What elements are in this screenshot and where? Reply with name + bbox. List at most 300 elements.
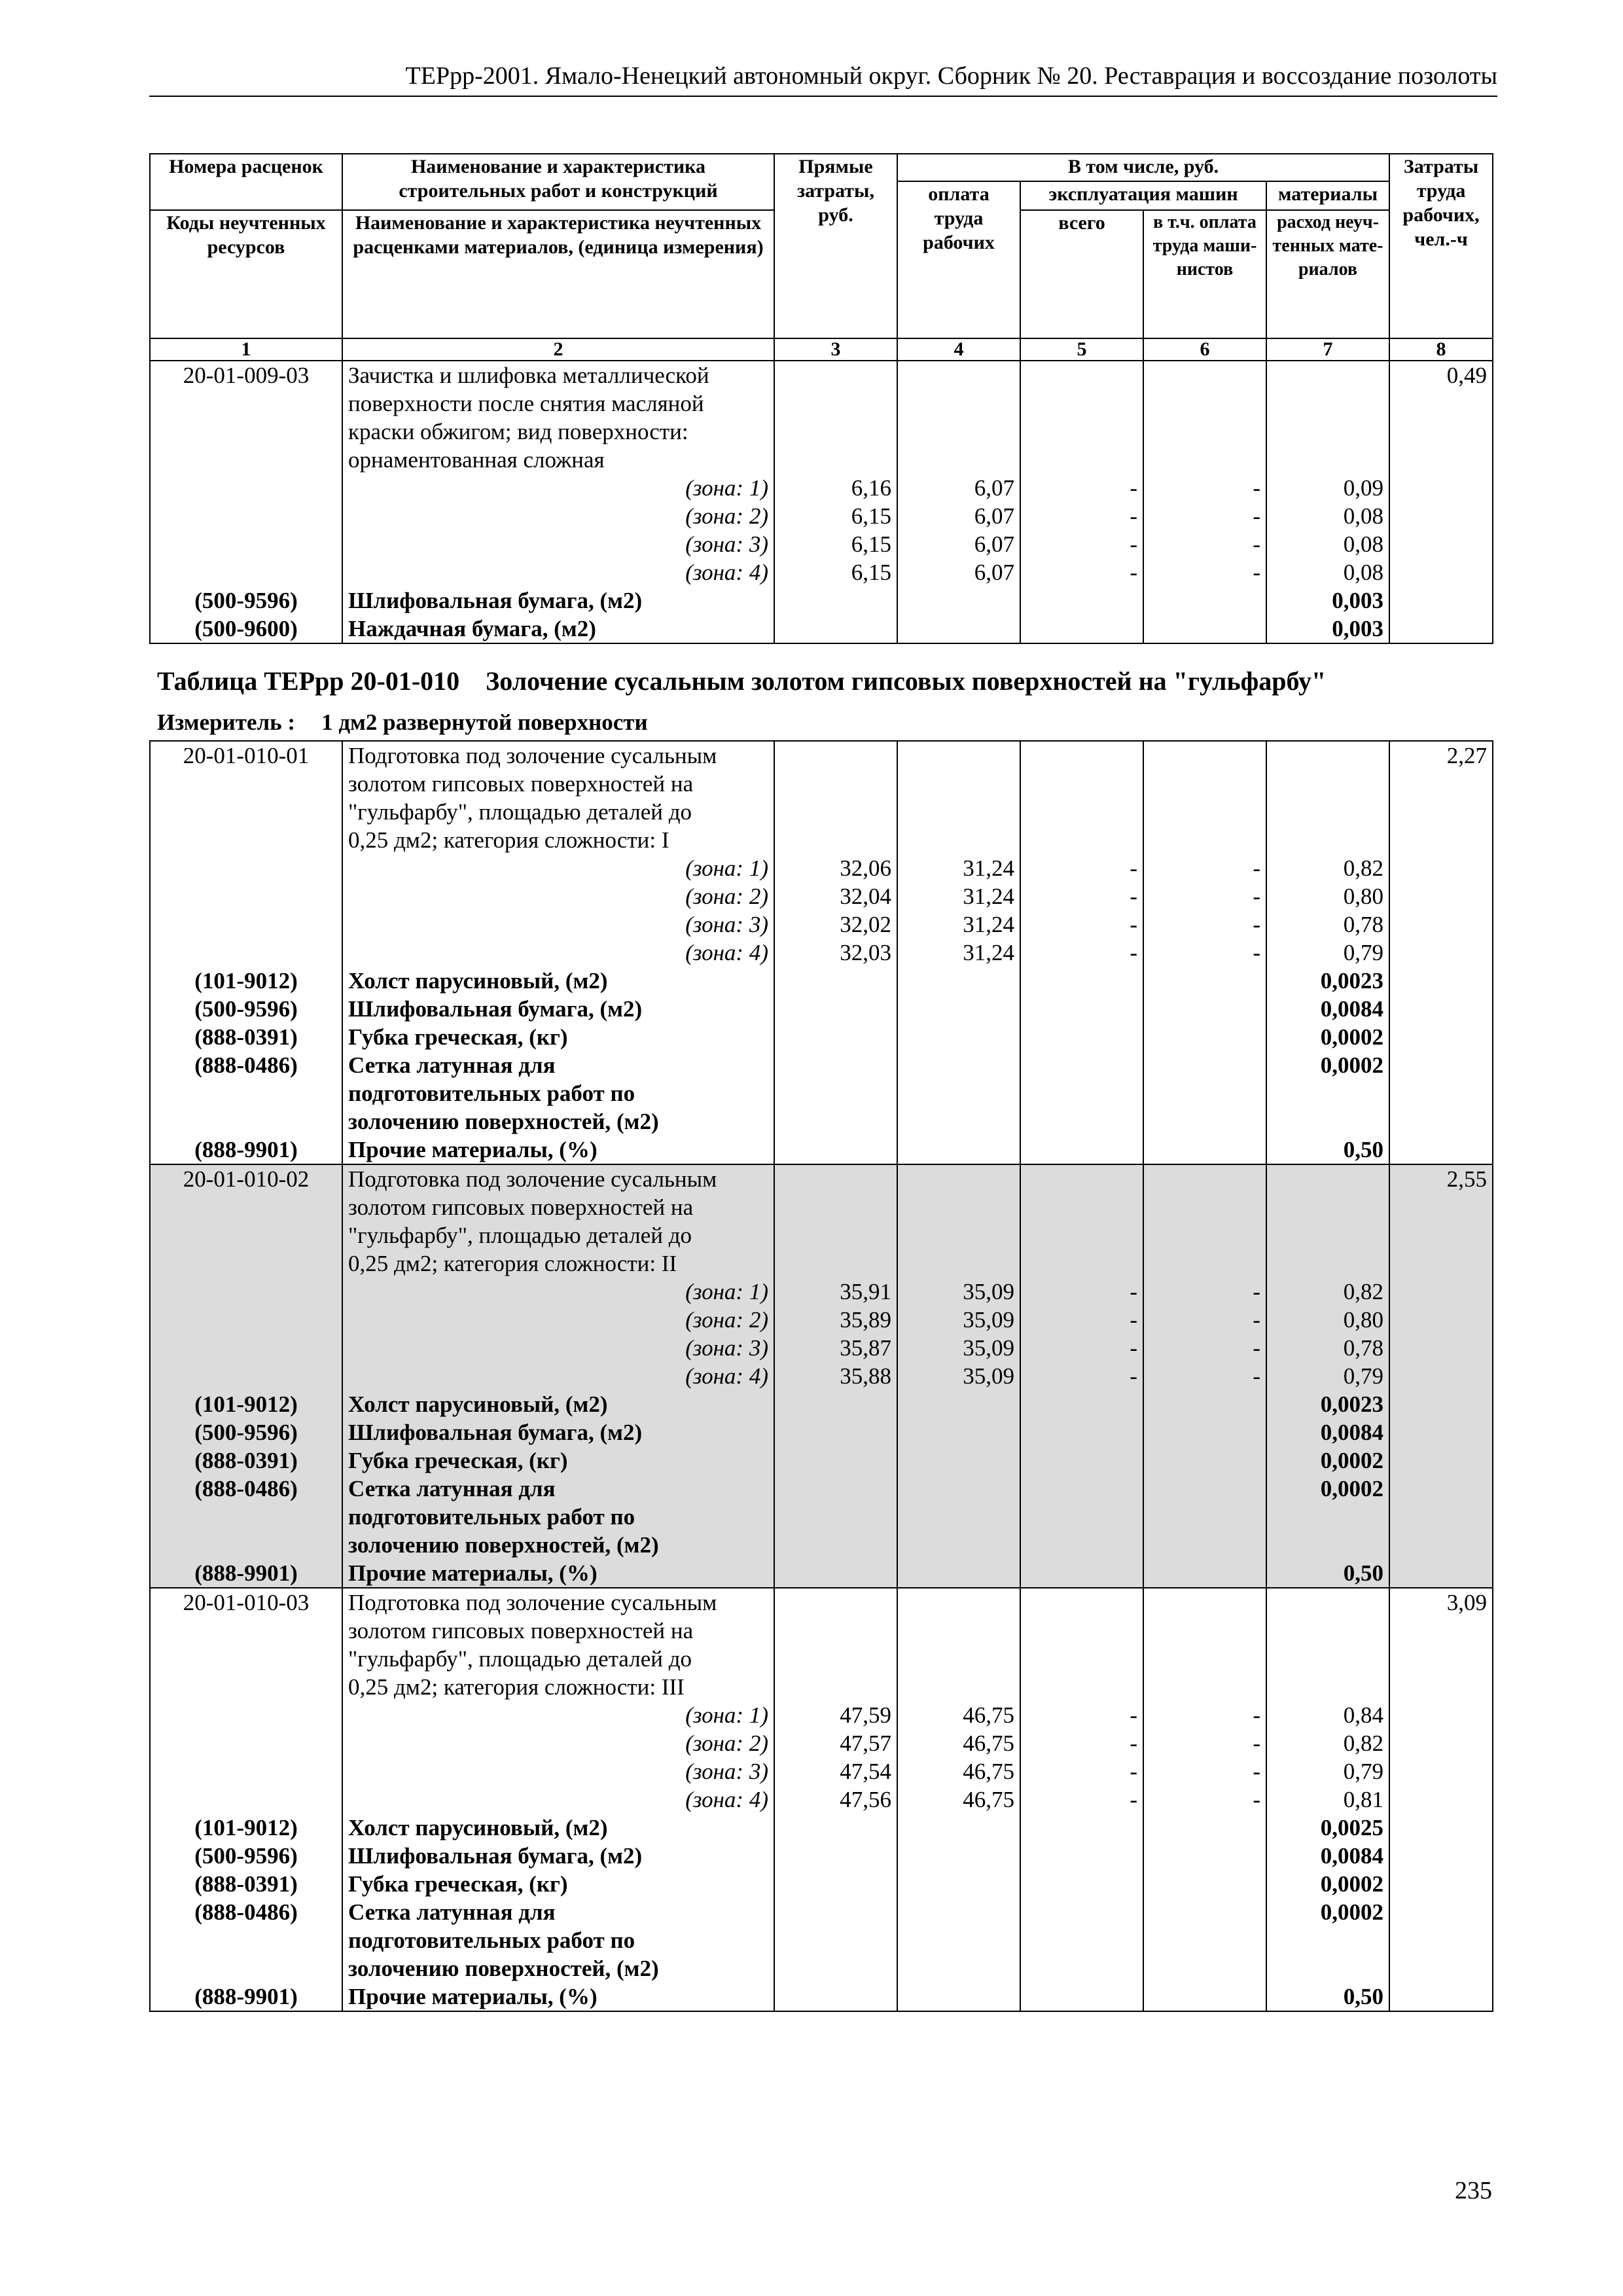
col-number: 8 <box>1389 338 1493 361</box>
direct-cost <box>774 1023 897 1051</box>
zone-label: (зона: 3) <box>342 910 774 939</box>
resource-code: (500-9600) <box>150 615 342 643</box>
resource-quantity: 0,0084 <box>1266 1842 1389 1870</box>
worker-pay <box>897 361 1020 389</box>
labor-cost <box>1389 1136 1493 1164</box>
labor-cost <box>1389 854 1493 882</box>
operator-pay <box>1143 1051 1266 1079</box>
labor-cost <box>1389 995 1493 1023</box>
resource-code: (888-0391) <box>150 1446 342 1475</box>
operator-pay <box>1143 770 1266 798</box>
labor-cost <box>1389 1278 1493 1306</box>
machines-total <box>1020 1842 1143 1870</box>
resource-code <box>150 1926 342 1954</box>
worker-pay <box>897 1475 1020 1503</box>
resource-name: подготовительных работ по <box>342 1079 774 1107</box>
operator-pay <box>1143 1136 1266 1164</box>
table-title <box>157 665 1326 698</box>
zone-row <box>150 474 1493 502</box>
direct-cost <box>774 1221 897 1249</box>
resource-row <box>150 1079 1493 1107</box>
resource-quantity: 0,0023 <box>1266 1390 1389 1418</box>
description-row <box>150 798 1493 826</box>
machines-total <box>1020 770 1143 798</box>
resource-code: (500-9596) <box>150 586 342 615</box>
direct-cost <box>774 1107 897 1136</box>
machines-total <box>1020 1475 1143 1503</box>
work-description-line: "гульфарбу", площадью деталей до <box>342 1645 774 1673</box>
labor-cost <box>1389 1645 1493 1673</box>
machines-total <box>1020 1249 1143 1278</box>
labor-cost <box>1389 558 1493 586</box>
materials-cost <box>1266 1617 1389 1645</box>
machines-total: - <box>1020 1362 1143 1390</box>
direct-cost <box>774 770 897 798</box>
col-machines-total: всего <box>1020 210 1143 338</box>
machines-total <box>1020 1079 1143 1107</box>
resource-name: золочению поверхностей, (м2) <box>342 1954 774 1982</box>
direct-cost <box>774 1870 897 1898</box>
materials-cost: 0,82 <box>1266 1278 1389 1306</box>
machines-total <box>1020 1870 1143 1898</box>
rate-entry <box>150 361 1493 643</box>
labor-cost <box>1389 615 1493 643</box>
col-labor-costs: Затраты труда рабочих, чел.-ч <box>1389 154 1493 338</box>
zone-code-cell <box>150 1729 342 1757</box>
direct-cost <box>774 995 897 1023</box>
materials-cost: 0,09 <box>1266 474 1389 502</box>
rate-entry <box>150 1164 1493 1588</box>
resource-row <box>150 1418 1493 1446</box>
operator-pay <box>1143 741 1266 770</box>
resource-code: (888-9901) <box>150 1559 342 1588</box>
machines-total <box>1020 1164 1143 1193</box>
resource-row <box>150 995 1493 1023</box>
machines-total <box>1020 1023 1143 1051</box>
work-description-line: золотом гипсовых поверхностей на <box>342 770 774 798</box>
labor-cost <box>1389 1785 1493 1814</box>
rates-table-top <box>149 153 1493 644</box>
worker-pay <box>897 741 1020 770</box>
machines-total <box>1020 615 1143 643</box>
resource-row <box>150 967 1493 995</box>
worker-pay: 46,75 <box>897 1785 1020 1814</box>
direct-cost <box>774 1559 897 1588</box>
work-description-line: золотом гипсовых поверхностей на <box>342 1193 774 1221</box>
machines-total: - <box>1020 1701 1143 1729</box>
direct-cost: 47,59 <box>774 1701 897 1729</box>
labor-cost: 2,55 <box>1389 1164 1493 1193</box>
worker-pay <box>897 1982 1020 2011</box>
worker-pay <box>897 1418 1020 1446</box>
zone-label: (зона: 2) <box>342 882 774 910</box>
resource-name: Прочие материалы, (%) <box>342 1982 774 2011</box>
machines-total <box>1020 1418 1143 1446</box>
col-materials: материалы <box>1266 181 1389 210</box>
direct-cost <box>774 1249 897 1278</box>
resource-row <box>150 1136 1493 1164</box>
operator-pay: - <box>1143 1701 1266 1729</box>
col-number: 6 <box>1143 338 1266 361</box>
machines-total <box>1020 1982 1143 2011</box>
work-description-line: Подготовка под золочение сусальным <box>342 1164 774 1193</box>
worker-pay <box>897 1221 1020 1249</box>
col-number: 7 <box>1266 338 1389 361</box>
labor-cost <box>1389 1051 1493 1079</box>
machines-total: - <box>1020 854 1143 882</box>
direct-cost <box>774 1136 897 1164</box>
worker-pay <box>897 1617 1020 1645</box>
resource-quantity: 0,0002 <box>1266 1446 1389 1475</box>
materials-cost <box>1266 389 1389 418</box>
operator-pay <box>1143 967 1266 995</box>
description-row <box>150 1645 1493 1673</box>
machines-total <box>1020 1673 1143 1701</box>
operator-pay <box>1143 1164 1266 1193</box>
operator-pay <box>1143 615 1266 643</box>
zone-row <box>150 1701 1493 1729</box>
zone-code-cell <box>150 854 342 882</box>
zone-row <box>150 1278 1493 1306</box>
machines-total <box>1020 995 1143 1023</box>
worker-pay <box>897 1645 1020 1673</box>
machines-total <box>1020 1446 1143 1475</box>
zone-label: (зона: 2) <box>342 1306 774 1334</box>
rate-code <box>150 826 342 854</box>
worker-pay <box>897 1164 1020 1193</box>
materials-cost <box>1266 361 1389 389</box>
operator-pay <box>1143 1588 1266 1617</box>
work-description-line: "гульфарбу", площадью деталей до <box>342 1221 774 1249</box>
labor-cost <box>1389 939 1493 967</box>
labor-cost <box>1389 1362 1493 1390</box>
labor-cost <box>1389 826 1493 854</box>
direct-cost: 32,04 <box>774 882 897 910</box>
machines-total <box>1020 1617 1143 1645</box>
worker-pay: 6,07 <box>897 530 1020 558</box>
worker-pay <box>897 770 1020 798</box>
zone-row <box>150 1362 1493 1390</box>
labor-cost <box>1389 967 1493 995</box>
operator-pay <box>1143 798 1266 826</box>
labor-cost <box>1389 1729 1493 1757</box>
rate-code <box>150 1249 342 1278</box>
worker-pay <box>897 1954 1020 1982</box>
worker-pay <box>897 1107 1020 1136</box>
resource-name: подготовительных работ по <box>342 1503 774 1531</box>
rate-code <box>150 1221 342 1249</box>
machines-total <box>1020 1814 1143 1842</box>
worker-pay: 35,09 <box>897 1362 1020 1390</box>
resource-row <box>150 1503 1493 1531</box>
direct-cost <box>774 446 897 474</box>
direct-cost: 35,87 <box>774 1334 897 1362</box>
table-header <box>150 154 1493 361</box>
direct-cost: 6,15 <box>774 558 897 586</box>
labor-cost <box>1389 1334 1493 1362</box>
operator-pay <box>1143 1617 1266 1645</box>
operator-pay <box>1143 389 1266 418</box>
direct-cost <box>774 1418 897 1446</box>
col-direct-costs: Прямые затраты, руб. <box>774 154 897 338</box>
machines-total <box>1020 418 1143 446</box>
col-machine-operation: эксплуатация машин <box>1020 181 1266 210</box>
machines-total <box>1020 1051 1143 1079</box>
rate-code <box>150 1645 342 1673</box>
zone-row <box>150 558 1493 586</box>
operator-pay: - <box>1143 502 1266 530</box>
worker-pay: 31,24 <box>897 854 1020 882</box>
operator-pay <box>1143 1898 1266 1926</box>
work-description-line: 0,25 дм2; категория сложности: III <box>342 1673 774 1701</box>
direct-cost <box>774 1390 897 1418</box>
labor-cost <box>1389 1446 1493 1475</box>
labor-cost <box>1389 1559 1493 1588</box>
machines-total <box>1020 967 1143 995</box>
description-row <box>150 1673 1493 1701</box>
resource-row <box>150 1475 1493 1503</box>
materials-cost: 0,78 <box>1266 910 1389 939</box>
operator-pay: - <box>1143 474 1266 502</box>
materials-cost <box>1266 1645 1389 1673</box>
operator-pay <box>1143 1842 1266 1870</box>
description-row <box>150 418 1493 446</box>
resource-name: Холст парусиновый, (м2) <box>342 967 774 995</box>
operator-pay: - <box>1143 558 1266 586</box>
machines-total: - <box>1020 1785 1143 1814</box>
resource-name: Сетка латунная для <box>342 1898 774 1926</box>
worker-pay <box>897 1193 1020 1221</box>
zone-label: (зона: 4) <box>342 939 774 967</box>
worker-pay: 6,07 <box>897 502 1020 530</box>
resource-code: (101-9012) <box>150 967 342 995</box>
resource-quantity <box>1266 1079 1389 1107</box>
direct-cost <box>774 418 897 446</box>
table-title-text: Золочение сусальным золотом гипсовых поверхностей на "гульфарбу" <box>486 666 1327 696</box>
resource-code <box>150 1954 342 1982</box>
materials-cost: 0,80 <box>1266 1306 1389 1334</box>
rate-code <box>150 770 342 798</box>
rate-code: 20-01-010-01 <box>150 741 342 770</box>
resource-row <box>150 1842 1493 1870</box>
col-rate-numbers: Номера расценок <box>150 154 342 210</box>
worker-pay <box>897 1559 1020 1588</box>
materials-cost <box>1266 826 1389 854</box>
machines-total: - <box>1020 939 1143 967</box>
direct-cost <box>774 1673 897 1701</box>
col-work-name: Наименование и характеристика строительных работ и конструкций <box>342 154 774 210</box>
resource-code: (101-9012) <box>150 1390 342 1418</box>
rate-code: 20-01-010-02 <box>150 1164 342 1193</box>
col-resource-codes: Коды неучтенных ресурсов <box>150 210 342 338</box>
zone-label: (зона: 3) <box>342 1334 774 1362</box>
operator-pay <box>1143 1193 1266 1221</box>
direct-cost <box>774 1617 897 1645</box>
materials-cost: 0,79 <box>1266 1362 1389 1390</box>
materials-cost: 0,08 <box>1266 558 1389 586</box>
machines-total <box>1020 1221 1143 1249</box>
materials-cost <box>1266 446 1389 474</box>
operator-pay <box>1143 1107 1266 1136</box>
resource-code: (888-0486) <box>150 1898 342 1926</box>
resource-code <box>150 1107 342 1136</box>
operator-pay <box>1143 1531 1266 1559</box>
materials-cost <box>1266 770 1389 798</box>
rate-code <box>150 1617 342 1645</box>
rate-code <box>150 446 342 474</box>
resource-row <box>150 1051 1493 1079</box>
worker-pay <box>897 1136 1020 1164</box>
resource-row <box>150 1531 1493 1559</box>
labor-cost <box>1389 1954 1493 1982</box>
direct-cost <box>774 1645 897 1673</box>
operator-pay <box>1143 1390 1266 1418</box>
zone-label: (зона: 3) <box>342 530 774 558</box>
machines-total: - <box>1020 910 1143 939</box>
operator-pay <box>1143 418 1266 446</box>
resource-code: (888-9901) <box>150 1136 342 1164</box>
col-number: 1 <box>150 338 342 361</box>
worker-pay <box>897 446 1020 474</box>
direct-cost <box>774 361 897 389</box>
resource-code: (500-9596) <box>150 995 342 1023</box>
resource-name: золочению поверхностей, (м2) <box>342 1531 774 1559</box>
labor-cost <box>1389 446 1493 474</box>
operator-pay <box>1143 995 1266 1023</box>
resource-quantity: 0,003 <box>1266 586 1389 615</box>
zone-row <box>150 910 1493 939</box>
worker-pay <box>897 1898 1020 1926</box>
direct-cost <box>774 967 897 995</box>
direct-cost <box>774 1531 897 1559</box>
resource-quantity: 0,0002 <box>1266 1898 1389 1926</box>
operator-pay: - <box>1143 1278 1266 1306</box>
direct-cost <box>774 826 897 854</box>
worker-pay: 46,75 <box>897 1701 1020 1729</box>
work-description-line: краски обжигом; вид поверхности: <box>342 418 774 446</box>
zone-row <box>150 1785 1493 1814</box>
direct-cost <box>774 1982 897 2011</box>
zone-code-cell <box>150 1362 342 1390</box>
operator-pay: - <box>1143 854 1266 882</box>
labor-cost <box>1389 418 1493 446</box>
materials-cost: 0,08 <box>1266 530 1389 558</box>
description-row <box>150 1193 1493 1221</box>
resource-code <box>150 1503 342 1531</box>
materials-cost <box>1266 1673 1389 1701</box>
resource-row <box>150 1954 1493 1982</box>
machines-total <box>1020 1107 1143 1136</box>
resource-name: Губка греческая, (кг) <box>342 1870 774 1898</box>
machines-total <box>1020 798 1143 826</box>
zone-code-cell <box>150 502 342 530</box>
worker-pay <box>897 1926 1020 1954</box>
operator-pay: - <box>1143 1757 1266 1785</box>
direct-cost <box>774 1193 897 1221</box>
direct-cost: 35,88 <box>774 1362 897 1390</box>
materials-cost: 0,82 <box>1266 1729 1389 1757</box>
worker-pay <box>897 1079 1020 1107</box>
direct-cost <box>774 1842 897 1870</box>
machines-total <box>1020 446 1143 474</box>
machines-total: - <box>1020 1334 1143 1362</box>
resource-quantity: 0,0023 <box>1266 967 1389 995</box>
operator-pay: - <box>1143 910 1266 939</box>
zone-code-cell <box>150 530 342 558</box>
labor-cost <box>1389 1390 1493 1418</box>
machines-total <box>1020 1136 1143 1164</box>
col-worker-pay: оплата труда рабочих <box>897 181 1020 338</box>
resource-code: (888-0486) <box>150 1475 342 1503</box>
materials-cost <box>1266 1221 1389 1249</box>
zone-row <box>150 1757 1493 1785</box>
direct-cost: 6,16 <box>774 474 897 502</box>
resource-code: (888-0391) <box>150 1023 342 1051</box>
machines-total <box>1020 1645 1143 1673</box>
resource-name: Шлифовальная бумага, (м2) <box>342 586 774 615</box>
worker-pay <box>897 826 1020 854</box>
operator-pay <box>1143 1475 1266 1503</box>
resource-name: Шлифовальная бумага, (м2) <box>342 1418 774 1446</box>
worker-pay <box>897 995 1020 1023</box>
zone-row <box>150 1334 1493 1362</box>
labor-cost <box>1389 1079 1493 1107</box>
resource-name: Сетка латунная для <box>342 1475 774 1503</box>
resource-row <box>150 615 1493 643</box>
zone-label: (зона: 4) <box>342 1785 774 1814</box>
zone-code-cell <box>150 1334 342 1362</box>
materials-cost <box>1266 418 1389 446</box>
operator-pay: - <box>1143 1785 1266 1814</box>
resource-quantity <box>1266 1954 1389 1982</box>
direct-cost <box>774 798 897 826</box>
running-header: ТЕРрр-2001. Ямало-Ненецкий автономный округ. Сборник № 20. Реставрация и воссоздание позолоты <box>149 60 1497 97</box>
labor-cost <box>1389 1503 1493 1531</box>
direct-cost <box>774 586 897 615</box>
resource-name: Холст парусиновый, (м2) <box>342 1390 774 1418</box>
zone-code-cell <box>150 558 342 586</box>
zone-code-cell <box>150 1306 342 1334</box>
labor-cost <box>1389 798 1493 826</box>
direct-cost: 6,15 <box>774 530 897 558</box>
worker-pay <box>897 1051 1020 1079</box>
work-description-line: золотом гипсовых поверхностей на <box>342 1617 774 1645</box>
direct-cost <box>774 1503 897 1531</box>
labor-cost <box>1389 1814 1493 1842</box>
zone-code-cell <box>150 1701 342 1729</box>
zone-label: (зона: 1) <box>342 1701 774 1729</box>
resource-name: Прочие материалы, (%) <box>342 1559 774 1588</box>
worker-pay: 35,09 <box>897 1278 1020 1306</box>
resource-quantity: 0,50 <box>1266 1559 1389 1588</box>
resource-quantity: 0,0002 <box>1266 1051 1389 1079</box>
resource-code <box>150 1531 342 1559</box>
direct-cost <box>774 1051 897 1079</box>
resource-row <box>150 1023 1493 1051</box>
worker-pay <box>897 967 1020 995</box>
operator-pay: - <box>1143 939 1266 967</box>
machines-total: - <box>1020 1278 1143 1306</box>
measure-value: 1 дм2 развернутой поверхности <box>321 709 648 735</box>
operator-pay <box>1143 1503 1266 1531</box>
zone-row <box>150 530 1493 558</box>
resource-name: Сетка латунная для <box>342 1051 774 1079</box>
resource-code: (888-0486) <box>150 1051 342 1079</box>
worker-pay <box>897 1446 1020 1475</box>
worker-pay <box>897 1814 1020 1842</box>
labor-cost <box>1389 770 1493 798</box>
col-material-name: Наименование и характеристика неучтенных расценками материалов, (единица измерения) <box>342 210 774 338</box>
